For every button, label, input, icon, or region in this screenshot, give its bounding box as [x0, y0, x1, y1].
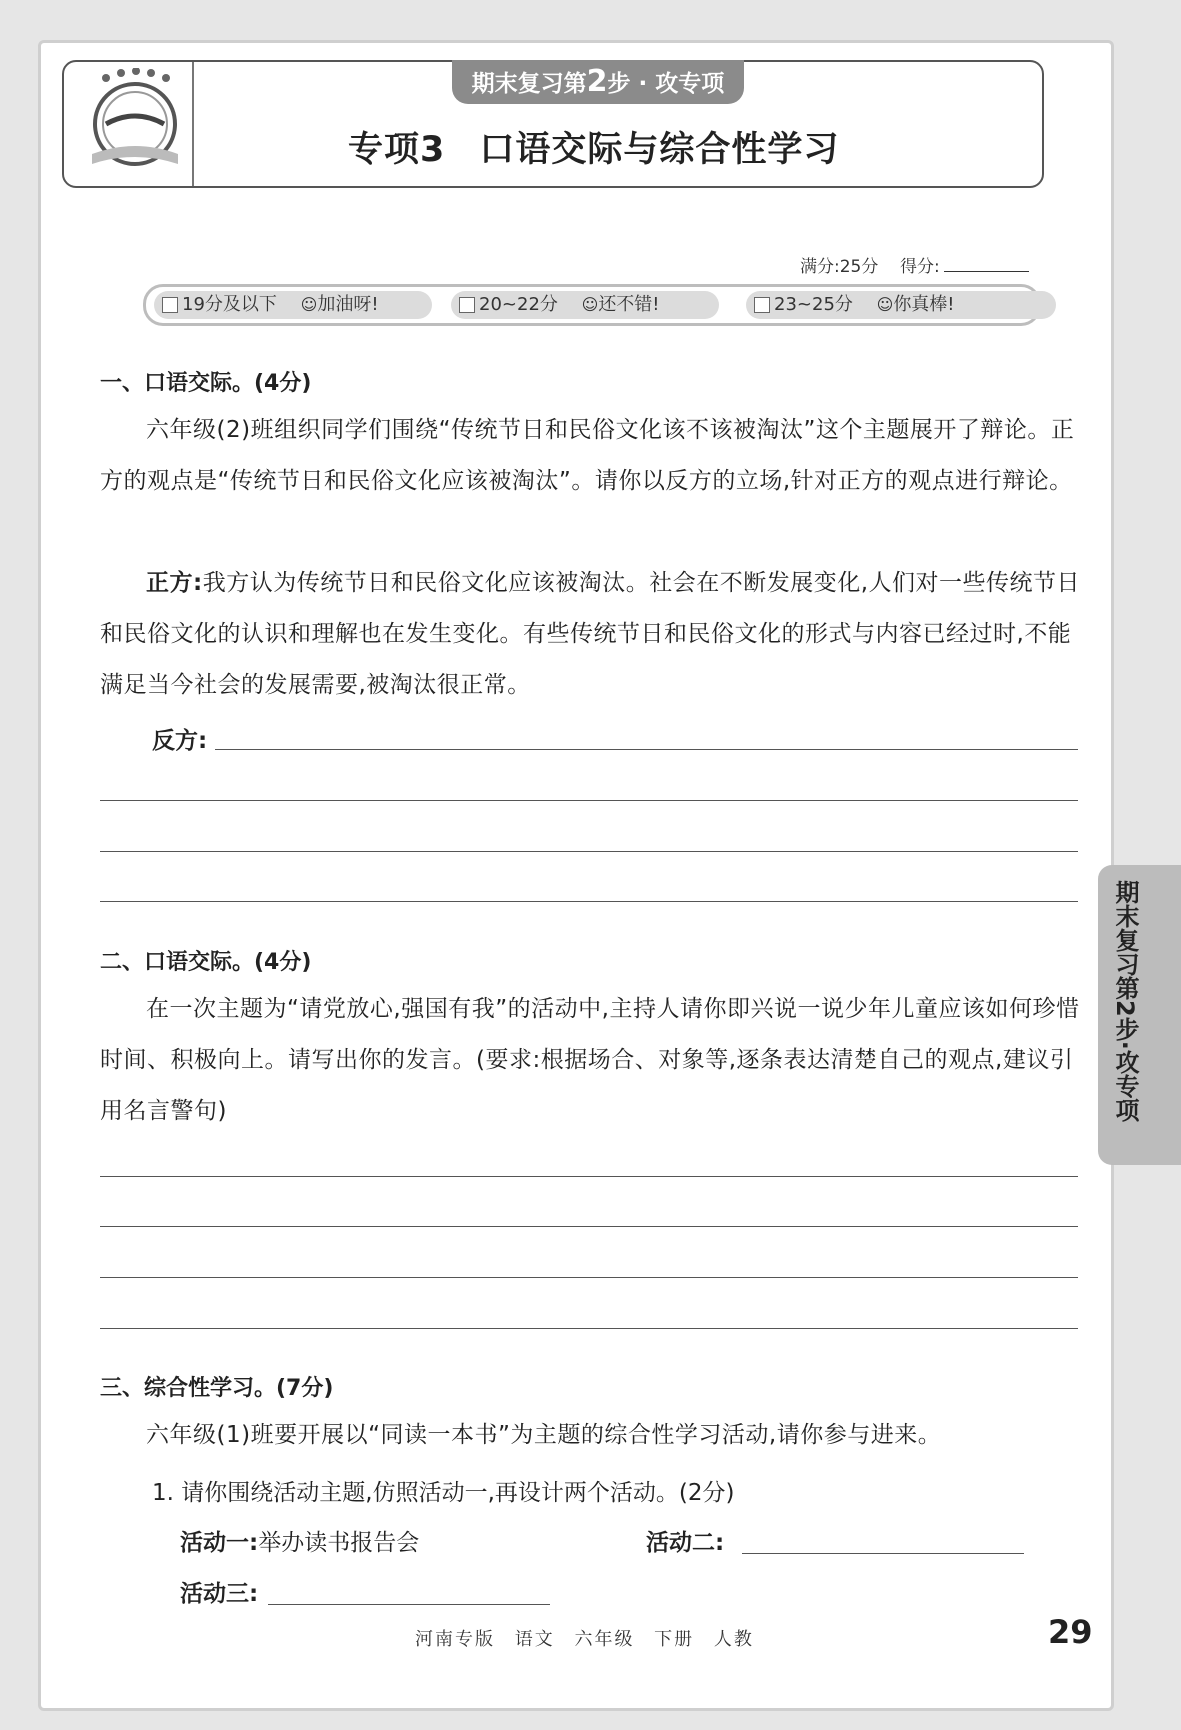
footer-info: 河南专版 语文 六年级 下册 人教 — [415, 1629, 754, 1650]
answer-line[interactable] — [100, 851, 1078, 852]
smile-icon: ☺ — [300, 295, 318, 314]
grade-bar — [143, 284, 1041, 326]
grade-item-high: 23~25分 ☺你真棒! — [746, 291, 1056, 319]
header-box — [62, 60, 1044, 188]
smile-icon: ☺ — [581, 295, 599, 314]
step-tab: 期末复习第2步 · 攻专项 — [452, 60, 744, 104]
q2-heading: 二、口语交际。(4分) — [100, 950, 312, 975]
q3-heading: 三、综合性学习。(7分) — [100, 1376, 334, 1401]
q3-sub1: 1. 请你围绕活动主题,仿照活动一,再设计两个活动。(2分) — [152, 1480, 735, 1506]
answer-line[interactable] — [100, 1277, 1078, 1278]
checkbox-icon[interactable] — [754, 297, 770, 313]
smile-icon: ☺ — [876, 295, 894, 314]
activity-two-label: 活动二: — [646, 1530, 725, 1556]
activity-three-label: 活动三: — [180, 1581, 259, 1607]
page-title — [348, 122, 839, 172]
side-tab-label: 期末复习第2步·攻专项 — [1111, 880, 1139, 1122]
score-line — [800, 252, 1029, 277]
score-blank[interactable] — [944, 271, 1029, 272]
grade-item-mid: 20~22分 ☺还不错! — [451, 291, 719, 319]
logo-divider — [192, 62, 194, 186]
q1-heading: 一、口语交际。(4分) — [100, 371, 312, 396]
q2-prompt: 在一次主题为“请党放心,强国有我”的活动中,主持人请你即兴说一说少年儿童应该如何珍惜时间、积极向上。请写出你的发言。(要求:根据场合、对象等,逐条表达清楚自己的观点,建议引用名言警句) — [100, 996, 1080, 1124]
brand-logo — [86, 68, 184, 174]
full-score-label: 满分:25分 — [800, 257, 879, 277]
answer-line[interactable] — [100, 1226, 1078, 1227]
answer-line[interactable] — [100, 901, 1078, 902]
answer-line[interactable] — [100, 1176, 1078, 1177]
page-number: 29 — [1048, 1613, 1093, 1651]
activity-one: 活动一:举办读书报告会 — [180, 1530, 420, 1556]
checkbox-icon[interactable] — [162, 297, 178, 313]
answer-line[interactable] — [215, 749, 1078, 750]
got-score-label: 得分: — [899, 257, 940, 277]
checkbox-icon[interactable] — [459, 297, 475, 313]
q1-pro-argument: 正方:我方认为传统节日和民俗文化应该被淘汰。社会在不断发展变化,人们对一些传统节日和民俗文化的认识和理解也在发生变化。有些传统节日和民俗文化的形式与内容已经过时,不能满足当今社会的发展需要,被淘汰很正常。 — [100, 570, 1081, 698]
answer-line[interactable] — [100, 800, 1078, 801]
title-number: 专项3 — [348, 130, 446, 170]
q1-con-label: 反方: — [152, 728, 208, 754]
activity-three-blank[interactable] — [268, 1604, 550, 1605]
answer-line[interactable] — [100, 1328, 1078, 1329]
q3-prompt: 六年级(1)班要开展以“同读一本书”为主题的综合性学习活动,请你参与进来。 — [146, 1422, 942, 1448]
q1-prompt: 六年级(2)班组织同学们围绕“传统节日和民俗文化该不该被淘汰”这个主题展开了辩论。正方的观点是“传统节日和民俗文化应该被淘汰”。请你以反方的立场,针对正方的观点进行辩论。 — [100, 417, 1075, 494]
activity-two-blank[interactable] — [742, 1553, 1024, 1554]
grade-item-low: 19分及以下 ☺加油呀! — [154, 291, 432, 319]
title-text: 口语交际与综合性学习 — [479, 130, 840, 170]
